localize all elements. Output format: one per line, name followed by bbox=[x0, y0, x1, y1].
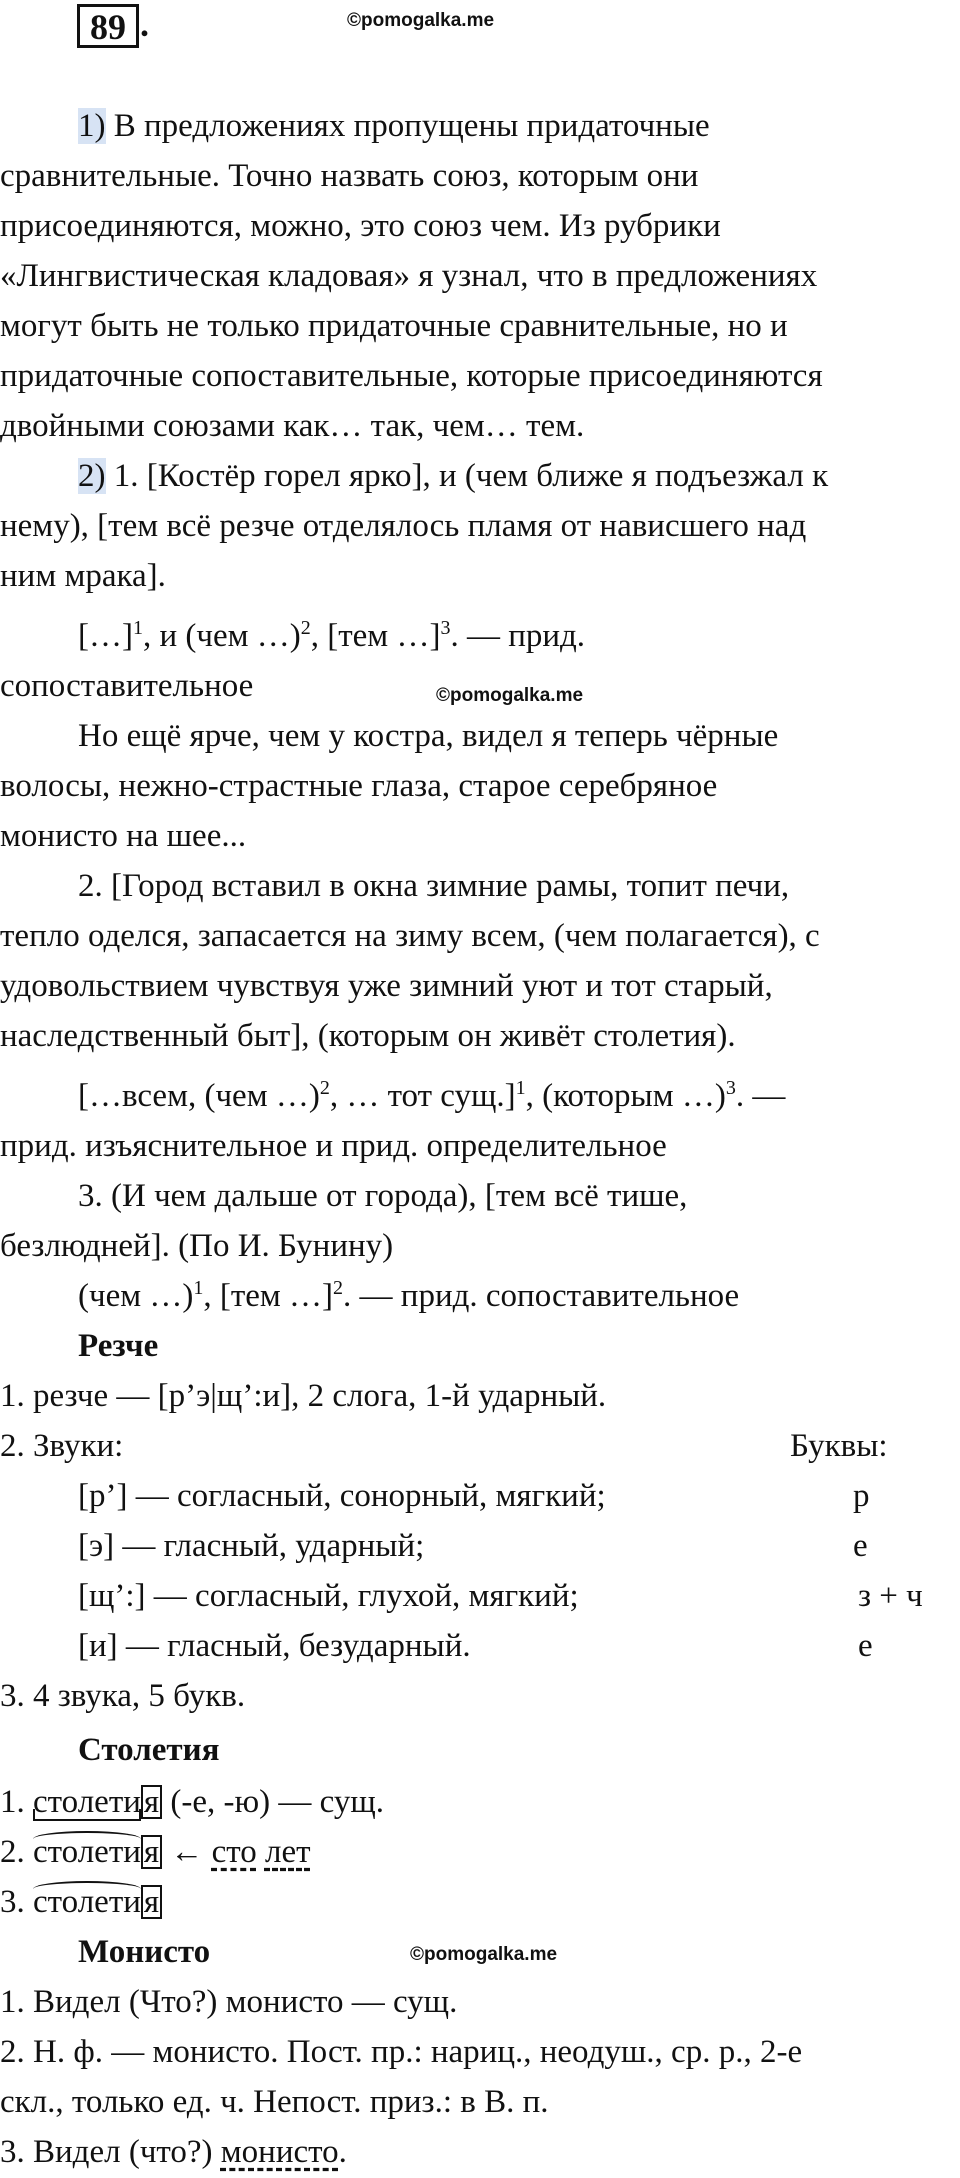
phonetic-sound-row: [щ’:] — согласный, глухой, мягкий; bbox=[78, 1578, 579, 1614]
scheme-part: , … тот сущ.] bbox=[329, 1078, 516, 1114]
part2-s1-line3: ним мрака]. bbox=[0, 558, 166, 594]
morphological-line4-text: 3. Видел (что?) bbox=[0, 2134, 221, 2170]
part1-line3: присоединяются, можно, это союз чем. Из рубрики bbox=[0, 208, 721, 244]
part2-s2-scheme-line2: прид. изъяснительное и прид. определительное bbox=[0, 1128, 667, 1164]
morphological-title: Монисто bbox=[78, 1934, 211, 1970]
superscript: 1 bbox=[193, 1277, 204, 1299]
phonetic-letter: р bbox=[853, 1478, 870, 1514]
superscript: 2 bbox=[333, 1277, 344, 1299]
scheme-part: , [тем …] bbox=[203, 1278, 334, 1314]
morphemic-line1 bbox=[0, 1777, 384, 1827]
part2-s1-scheme bbox=[78, 611, 585, 661]
object-word: монисто bbox=[220, 2134, 339, 2170]
task-number-dot: . bbox=[140, 4, 149, 44]
superscript: 3 bbox=[440, 617, 451, 639]
superscript: 2 bbox=[300, 617, 311, 639]
word-ending: я bbox=[141, 1785, 162, 1819]
task-number: 89 bbox=[90, 7, 126, 47]
phonetic-letter: е bbox=[853, 1528, 868, 1564]
derivation-arrow: ← bbox=[162, 1834, 212, 1870]
phonetic-title: Резче bbox=[78, 1328, 159, 1364]
morphemic-line1-rest: (-е, -ю) — сущ. bbox=[162, 1784, 384, 1820]
morphemic-line2 bbox=[0, 1827, 311, 1877]
part2-s2-line4: наследственный быт], (которым он живёт столетия). bbox=[0, 1018, 736, 1054]
watermark-lower: ©pomogalka.me bbox=[410, 1944, 558, 1965]
extra-line3: монисто на шее... bbox=[0, 818, 247, 854]
phonetic-sound-row: [э] — гласный, ударный; bbox=[78, 1528, 425, 1564]
superscript: 3 bbox=[725, 1077, 736, 1099]
part1-line7: двойными союзами как… так, чем… тем. bbox=[0, 408, 585, 444]
morphological-line3: скл., только ед. ч. Непост. приз.: в В. п. bbox=[0, 2084, 549, 2120]
phonetic-sound-row: [и] — гласный, безударный. bbox=[78, 1628, 471, 1664]
part2-s1-line1-text: 1. [Костёр горел ярко], и (чем ближе я подъезжал к bbox=[105, 458, 829, 494]
superscript: 1 bbox=[132, 617, 143, 639]
list-number: 1. bbox=[0, 1784, 33, 1820]
morphological-line1: 1. Видел (Что?) монисто — сущ. bbox=[0, 1984, 458, 2020]
phonetic-sounds-label: 2. Звуки: bbox=[0, 1428, 124, 1464]
list-number: 2. bbox=[0, 1834, 33, 1870]
scheme-part: […всем, (чем …) bbox=[78, 1078, 320, 1114]
part1-line1 bbox=[78, 101, 710, 151]
scheme-part: . — bbox=[735, 1078, 786, 1114]
word-root-marking: столети bbox=[33, 1877, 141, 1927]
part2-s3-line1: 3. (И чем дальше от города), [тем всё тише, bbox=[78, 1178, 688, 1214]
part2-s1-scheme-line2: сопоставительное bbox=[0, 668, 254, 704]
scheme-part: , (которым …) bbox=[525, 1078, 726, 1114]
scheme-part: , и (чем …) bbox=[142, 618, 301, 654]
word-morphemes: столети bbox=[33, 1827, 141, 1877]
scheme-part: […] bbox=[78, 618, 133, 654]
watermark-middle: ©pomogalka.me bbox=[436, 685, 584, 706]
extra-line2: волосы, нежно-страстные глаза, старое серебряное bbox=[0, 768, 718, 804]
part1-marker: 1) bbox=[78, 108, 106, 144]
scheme-part: . — прид. сопоставительное bbox=[343, 1278, 740, 1314]
phonetic-letters-label: Буквы: bbox=[790, 1428, 888, 1464]
watermark-top: ©pomogalka.me bbox=[347, 10, 495, 31]
phonetic-total: 3. 4 звука, 5 букв. bbox=[0, 1678, 246, 1714]
morphological-line2: 2. Н. ф. — монисто. Пост. пр.: нариц., неодуш., ср. р., 2-е bbox=[0, 2034, 803, 2070]
phonetic-letter: з + ч bbox=[858, 1578, 923, 1614]
part2-s3-line2: безлюдней]. (По И. Бунину) bbox=[0, 1228, 394, 1264]
part2-s2-line3: удовольствием чувствуя уже зимний уют и тот старый, bbox=[0, 968, 773, 1004]
part2-marker: 2) bbox=[78, 458, 106, 494]
scheme-part: , [тем …] bbox=[310, 618, 441, 654]
phonetic-letter: е bbox=[858, 1628, 873, 1664]
part2-s1-line2: нему), [тем всё резче отделялось пламя от нависшего над bbox=[0, 508, 807, 544]
part1-line4: «Лингвистическая кладовая» я узнал, что в предложениях bbox=[0, 258, 818, 294]
superscript: 2 bbox=[319, 1077, 330, 1099]
source-word-1: сто bbox=[211, 1834, 257, 1870]
part1-line1-text: В предложениях пропущены придаточные bbox=[105, 108, 710, 144]
morphemic-line3 bbox=[0, 1877, 162, 1927]
extra-line1: Но ещё ярче, чем у костра, видел я теперь чёрные bbox=[78, 718, 779, 754]
part2-s2-line1: 2. [Город вставил в окна зимние рамы, топит печи, bbox=[78, 868, 790, 904]
part2-s3-scheme bbox=[78, 1271, 739, 1321]
period: . bbox=[338, 2134, 347, 2170]
word-base: столети bbox=[33, 1777, 141, 1827]
part2-s1-line1 bbox=[78, 451, 828, 501]
word-ending: я bbox=[141, 1835, 162, 1869]
morphological-line4 bbox=[0, 2127, 347, 2177]
part1-line6: придаточные сопоставительные, которые присоединяются bbox=[0, 358, 823, 394]
morphemic-title: Столетия bbox=[78, 1732, 220, 1768]
part1-line2: сравнительные. Точно назвать союз, которым они bbox=[0, 158, 699, 194]
part2-s2-scheme bbox=[78, 1071, 785, 1121]
word-ending: я bbox=[141, 1885, 162, 1919]
phonetic-sound-row: [р’] — согласный, сонорный, мягкий; bbox=[78, 1478, 606, 1514]
source-word-2: лет bbox=[264, 1834, 311, 1870]
phonetic-line1: 1. резче — [р’э|щ’:и], 2 слога, 1-й ударный. bbox=[0, 1378, 607, 1414]
scheme-part: (чем …) bbox=[78, 1278, 194, 1314]
superscript: 1 bbox=[515, 1077, 526, 1099]
part2-s2-line2: тепло оделся, запасается на зиму всем, (чем полагается), с bbox=[0, 918, 820, 954]
part1-line5: могут быть не только придаточные сравнительные, но и bbox=[0, 308, 788, 344]
scheme-part: . — прид. bbox=[450, 618, 586, 654]
list-number: 3. bbox=[0, 1884, 33, 1920]
task-number-box bbox=[77, 4, 139, 48]
